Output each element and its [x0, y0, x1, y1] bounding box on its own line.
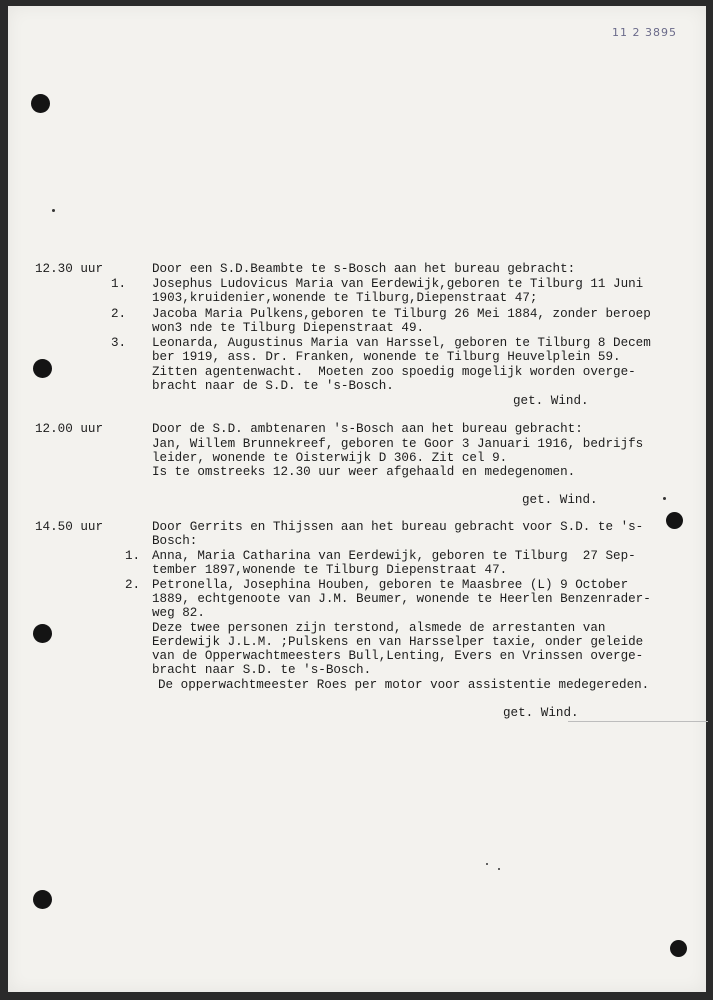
list-marker: 3. [111, 336, 127, 350]
entry-line: Is te omstreeks 12.30 uur weer afgehaald en medegenomen. [152, 465, 576, 479]
signature-line: get. Wind. [522, 493, 598, 507]
punch-hole [33, 359, 52, 378]
entry-line: Josephus Ludovicus Maria van Eerdewijk,geboren te Tilburg 11 Juni [152, 277, 644, 291]
punch-hole [670, 940, 687, 957]
ink-speck [498, 868, 500, 870]
punch-hole [31, 94, 50, 113]
entry-line: Anna, Maria Catharina van Eerdewijk, geboren te Tilburg 27 Sep- [152, 549, 636, 563]
entry-time: 12.00 uur [35, 422, 104, 436]
entry-line: weg 82. [152, 606, 205, 620]
entry-line: Door een S.D.Beambte te s-Bosch aan het bureau gebracht: [152, 262, 576, 276]
entry-line: bracht naar S.D. te 's-Bosch. [152, 663, 372, 677]
entry-line: Leonarda, Augustinus Maria van Harssel, geboren te Tilburg 8 Decem [152, 336, 651, 350]
entry-line: 1889, echtgenoote van J.M. Beumer, wonende te Heerlen Benzenrader- [152, 592, 651, 606]
entry-line: tember 1897,wonende te Tilburg Diepenstraat 47. [152, 563, 508, 577]
punch-hole [666, 512, 683, 529]
ink-speck [52, 209, 55, 212]
list-marker: 2. [111, 307, 127, 321]
list-marker: 2. [125, 578, 141, 592]
document-page [8, 6, 706, 992]
entry-line: Door Gerrits en Thijssen aan het bureau gebracht voor S.D. te 's- [152, 520, 644, 534]
ink-speck [486, 863, 488, 865]
entry-line: 1903,kruidenier,wonende te Tilburg,Diepenstraat 47; [152, 291, 538, 305]
entry-line: Door de S.D. ambtenaren 's-Bosch aan het bureau gebracht: [152, 422, 583, 436]
signature-line: get. Wind. [503, 706, 579, 720]
entry-line: Deze twee personen zijn terstond, alsmede de arrestanten van [152, 621, 606, 635]
ink-speck [663, 497, 666, 500]
entry-line: Petronella, Josephina Houben, geboren te Maasbree (L) 9 October [152, 578, 629, 592]
entry-line: won3 nde te Tilburg Diepenstraat 49. [152, 321, 425, 335]
entry-line: De opperwachtmeester Roes per motor voor assistentie medegereden. [158, 678, 650, 692]
entry-time: 14.50 uur [35, 520, 104, 534]
entry-line: ber 1919, ass. Dr. Franken, wonende te Tilburg Heuvelplein 59. [152, 350, 621, 364]
punch-hole [33, 624, 52, 643]
entry-line: van de Opperwachtmeesters Bull,Lenting, Evers en Vrinssen overge- [152, 649, 644, 663]
entry-time: 12.30 uur [35, 262, 104, 276]
entry-line: leider, wonende te Oisterwijk D 306. Zit cel 9. [152, 451, 508, 465]
signature-line: get. Wind. [513, 394, 589, 408]
underline-rule [568, 721, 708, 722]
entry-line: bracht naar de S.D. te 's-Bosch. [152, 379, 394, 393]
list-marker: 1. [125, 549, 141, 563]
entry-line: Zitten agentenwacht. Moeten zoo spoedig mogelijk worden overge- [152, 365, 636, 379]
list-marker: 1. [111, 277, 127, 291]
archive-number: 11 2 3895 [612, 26, 677, 39]
punch-hole [33, 890, 52, 909]
entry-line: Jacoba Maria Pulkens,geboren te Tilburg 26 Mei 1884, zonder beroep [152, 307, 651, 321]
entry-line: Jan, Willem Brunnekreef, geboren te Goor 3 Januari 1916, bedrijfs [152, 437, 644, 451]
entry-line: Eerdewijk J.L.M. ;Pulskens en van Harsselper taxie, onder geleide [152, 635, 644, 649]
entry-line: Bosch: [152, 534, 198, 548]
